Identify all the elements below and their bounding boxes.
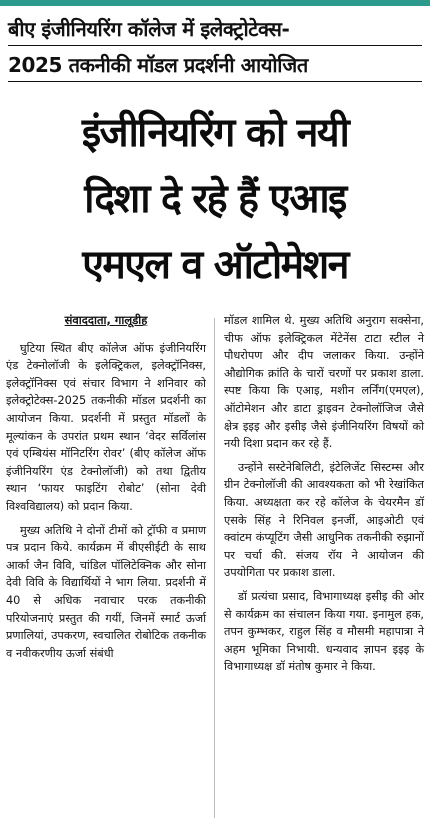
paragraph: घुटिया स्थित बीए कॉलेज ऑफ इंजीनियरिंग एंड टेक्नोलॉजी के इलेक्ट्रिकल, इलेक्ट्रॉनिक्स, इलेक्ट्रॉनिक्स एवं संचार विभाग ने शनिवार को इलेक्ट्रोटेक्स-2025 तकनीकी मॉडल प्रदर्शनी का आयोजन किया. प्रदर्शनी में प्रस्तुत मॉडलों के मूल्यांकन के उपरांत प्रथम स्थान ‘वेदर सर्विलांस एवं एम्बियंस मॉनिटरिंग रोवर’ (बीए कॉलेज ऑफ इंजीनियरिंग एंड टेक्नोलॉजी) को तथा द्वितीय स्थान ‘फायर फाइटिंग रोबोट’ (सोना देवी विश्वविद्यालय) को प्रदान किया. <box>6 341 206 513</box>
paragraph: डॉ प्रत्यंचा प्रसाद, विभागाध्यक्ष इसीइ की ओर से कार्यक्रम का संचालन किया गया. इनामुल हक, तपन कुम्भकर, राहुल सिंह व मौसमी महापात्रा ने अहम भूमिका निभायी. धन्यवाद ज्ञापन इइइ के विभागाध्यक्ष डॉ मंतोष कुमार ने किया. <box>224 589 424 674</box>
kicker <box>8 14 422 86</box>
kicker-line-1: बीए इंजीनियरिंग कॉलेज में इलेक्ट्रोटेक्स- <box>8 14 422 46</box>
headline <box>8 100 422 298</box>
article-column-right <box>224 312 424 682</box>
dateline: संवाददाता, गालूडीह <box>64 313 148 327</box>
paragraph: उन्होंने सस्टेनेबिलिटी, इंटेलिजेंट सिस्टम्स और ग्रीन टेक्नोलॉजी की आवश्यकता को भी रेखांकित किया. अध्यक्षता कर रहे कॉलेज के चेयरमैन डॉ एसके सिंह ने रिनिवल इनर्जी, आइओटी एवं क्वांटम कंप्यूटिंग जैसी आधुनिक तकनीकी रुझानों पर चर्चा की. संजय रॉय ने आयोजन की उपयोगिता पर प्रकाश डाला. <box>224 460 424 580</box>
article-column-left <box>6 312 206 682</box>
headline-line-2: दिशा दे रहे हैं एआइ <box>84 176 346 222</box>
article-body <box>6 312 424 682</box>
headline-line-3: एमएल व ऑटोमेशन <box>82 242 348 288</box>
headline-line-1: इंजीनियरिंग को नयी <box>81 110 349 156</box>
accent-bar <box>0 0 430 6</box>
paragraph: मुख्य अतिथि ने दोनों टीमों को ट्रॉफी व प्रमाण पत्र प्रदान किये. कार्यक्रम में बीएसीईटी के साथ आर्का जैन विवि, चांडिल पॉलिटेक्निक और सोना देवी विवि के विद्यार्थियों ने भाग लिया. प्रदर्शनी में 40 से अधिक नवाचार परक तकनीकी परियोजनाएं प्रस्तुत की गयीं, जिनमें स्मार्ट ऊर्जा प्रणालियां, उपकरण, स्वचालित रोबोटिक तकनीक व नवीकरणीय ऊर्जा संबंधी <box>6 523 206 660</box>
paragraph: मॉडल शामिल थे. मुख्य अतिथि अनुराग सक्सेना, चीफ ऑफ इलेक्ट्रिकल मेंटेनेंस टाटा स्टील ने पौधरोपण और दीप जलाकर किया. उन्होंने औद्योगिक क्रांति के चारों चरणों पर प्रकाश डाला. स्पष्ट किया कि एआइ, मशीन लर्निंग(एमएल), ऑटोमेशन और डाटा ड्राइवन टेक्नोलॉजिज जैसे क्षेत्र इइइ और इसीइ जैसे इंजीनियरिंग विषयों को नयी दिशा प्रदान कर रहे हैं. <box>224 314 424 451</box>
kicker-line-2: 2025 तकनीकी मॉडल प्रदर्शनी आयोजित <box>8 50 422 82</box>
